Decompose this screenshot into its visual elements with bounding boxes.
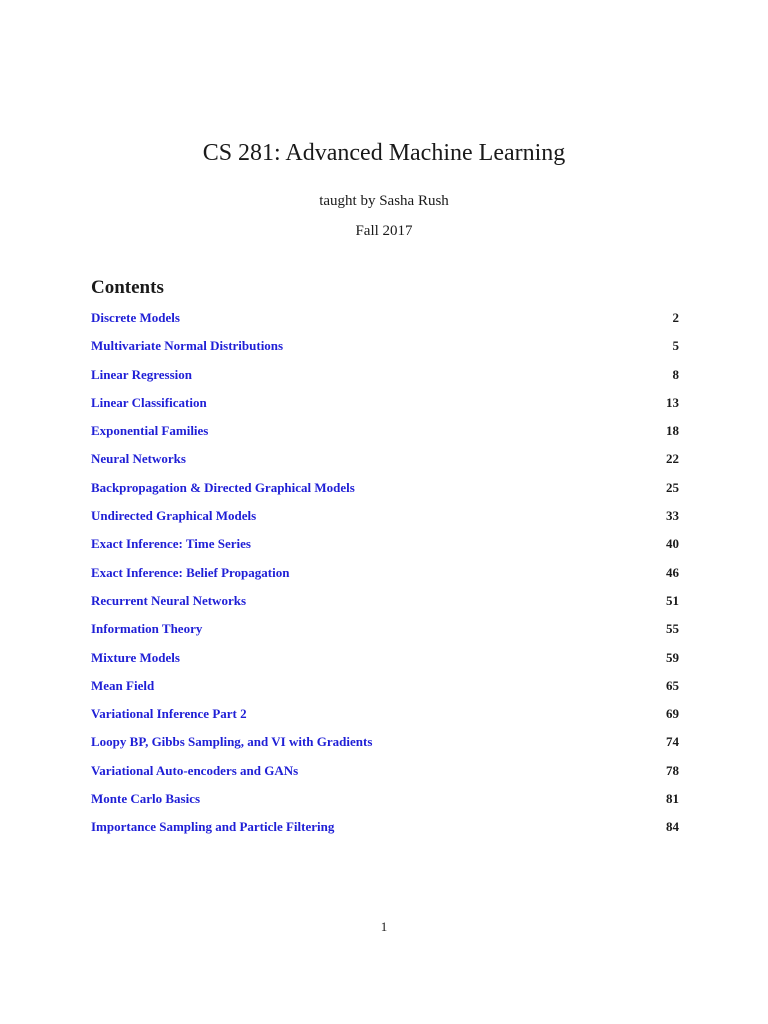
toc-link[interactable]: Mean Field — [91, 677, 155, 693]
toc-entry — [91, 479, 679, 507]
toc-page-number: 51 — [666, 592, 679, 608]
toc-link[interactable]: Exponential Families — [91, 423, 209, 439]
toc-page-number: 59 — [666, 649, 679, 665]
toc-entry — [91, 649, 679, 677]
toc-entry — [91, 592, 679, 620]
toc-page-number: 22 — [666, 451, 679, 467]
toc-entry — [91, 507, 679, 535]
toc-entry — [91, 450, 679, 478]
toc-page-number: 84 — [666, 819, 679, 835]
toc-page-number: 2 — [672, 310, 679, 325]
toc-entry — [91, 733, 679, 761]
toc-page-number: 13 — [666, 394, 679, 410]
table-of-contents — [91, 309, 679, 847]
toc-link[interactable]: Multivariate Normal Distributions — [91, 338, 284, 354]
toc-link[interactable]: Exact Inference: Time Series — [91, 536, 251, 552]
toc-link[interactable]: Variational Auto-encoders and GANs — [91, 762, 299, 778]
toc-entry — [91, 705, 679, 733]
toc-entry — [91, 677, 679, 705]
page-number: 1 — [380, 919, 388, 934]
toc-entry — [91, 535, 679, 563]
toc-link[interactable]: Neural Networks — [91, 451, 186, 467]
toc-entry — [91, 394, 679, 422]
toc-entry — [91, 309, 679, 337]
toc-link[interactable]: Exact Inference: Belief Propagation — [91, 564, 290, 580]
page-title: CS 281: Advanced Machine Learning — [202, 140, 566, 166]
toc-link[interactable]: Discrete Models — [91, 310, 180, 325]
toc-link[interactable]: Information Theory — [91, 621, 203, 637]
toc-page-number: 25 — [666, 479, 679, 495]
toc-link[interactable]: Variational Inference Part 2 — [91, 706, 247, 722]
toc-page-number: 81 — [666, 791, 679, 807]
toc-link[interactable]: Loopy BP, Gibbs Sampling, and VI with Gradients — [91, 734, 373, 750]
author-line: taught by Sasha Rush — [319, 193, 449, 209]
toc-entry — [91, 620, 679, 648]
toc-page-number: 65 — [666, 677, 679, 693]
toc-page-number: 5 — [672, 338, 679, 354]
contents-heading: Contents — [91, 277, 164, 298]
toc-page-number: 74 — [666, 734, 679, 750]
toc-entry — [91, 762, 679, 790]
toc-page-number: 18 — [666, 423, 679, 439]
toc-entry — [91, 422, 679, 450]
toc-link[interactable]: Linear Regression — [91, 366, 192, 382]
toc-link[interactable]: Mixture Models — [91, 649, 180, 665]
toc-link[interactable]: Linear Classification — [91, 394, 207, 410]
term: Fall 2017 — [355, 223, 413, 239]
toc-page-number: 33 — [666, 508, 679, 524]
toc-page-number: 78 — [666, 762, 679, 778]
toc-entry — [91, 366, 679, 394]
toc-page-number: 46 — [666, 564, 679, 580]
toc-link[interactable]: Recurrent Neural Networks — [91, 592, 246, 608]
toc-link[interactable]: Monte Carlo Basics — [91, 791, 201, 807]
toc-entry — [91, 564, 679, 592]
toc-entry — [91, 818, 679, 846]
toc-entry — [91, 337, 679, 365]
toc-page-number: 8 — [672, 366, 679, 382]
toc-link[interactable]: Importance Sampling and Particle Filtering — [91, 819, 335, 835]
toc-page-number: 69 — [666, 706, 679, 722]
toc-page-number: 40 — [666, 536, 679, 552]
toc-link[interactable]: Undirected Graphical Models — [91, 508, 257, 524]
toc-entry — [91, 790, 679, 818]
toc-page-number: 55 — [666, 621, 679, 637]
toc-link[interactable]: Backpropagation & Directed Graphical Models — [91, 479, 355, 495]
